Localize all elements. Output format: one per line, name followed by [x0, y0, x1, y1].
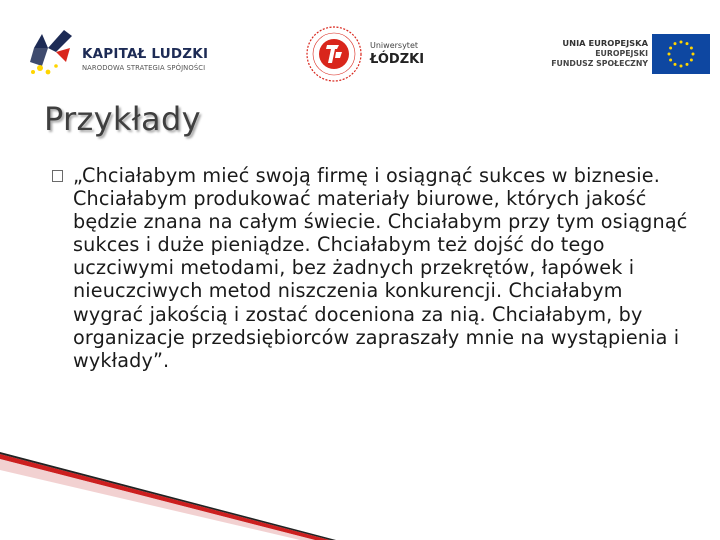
eu-star-icon — [690, 47, 693, 50]
uniwersytet-lodzki-logo — [305, 25, 445, 85]
unia-europejska-logo — [545, 34, 710, 74]
kapital-ludzki-title: KAPITAŁ LUDZKI — [82, 46, 209, 62]
eu-label-fund-line2: FUNDUSZ SPOŁECZNY — [551, 58, 648, 68]
eu-star-icon — [674, 63, 677, 66]
university-label: Uniwersytet — [370, 41, 418, 50]
eu-star-icon — [674, 42, 677, 45]
kapital-ludzki-emblem — [28, 26, 78, 76]
bullet-text: „Chciałabym mieć swoją firmę i osiągnąć sukces w biznesie. Chciałabym produkować materiały biurowe, których jakość będzie znana na całym świecie. Chciałabym przy tym osiągnąć sukces i duże pieniądze. Chciałabym też dojść do tego uczciwymi metodami, bez żadnych przekrętów, łapówek i nieuczciwych metod niszczenia konkurencji. Chciałabym wygrać jakością i zostać doceniona za nią. Chciałabym, by organizacje przedsiębiorców zapraszały mnie na wystąpienia i wykłady”. — [73, 164, 688, 372]
eu-flag-icon — [652, 34, 710, 74]
eu-star-icon — [668, 53, 671, 56]
decorative-swoosh — [0, 440, 720, 540]
eu-star-icon — [669, 59, 672, 62]
bullet-marker-icon — [52, 170, 63, 182]
eu-star-icon — [686, 42, 689, 45]
logo-bar — [0, 0, 720, 100]
eu-star-icon — [690, 59, 693, 62]
eu-label-fund-line1: EUROPEJSKI — [595, 49, 648, 58]
kapital-ludzki-logo — [28, 26, 213, 82]
eu-label-union: UNIA EUROPEJSKA — [562, 38, 648, 48]
kapital-ludzki-subtitle: NARODOWA STRATEGIA SPÓJNOŚCI — [82, 64, 206, 72]
eu-star-icon — [692, 53, 695, 56]
eu-star-icon — [686, 63, 689, 66]
eu-star-icon — [669, 47, 672, 50]
eu-star-icon — [680, 41, 683, 44]
eu-star-icon — [680, 65, 683, 68]
university-seal-icon — [305, 25, 363, 83]
university-name: ŁÓDZKI — [370, 52, 425, 67]
slide-title: Przykłady — [44, 100, 201, 138]
eu-text-block — [551, 38, 648, 68]
